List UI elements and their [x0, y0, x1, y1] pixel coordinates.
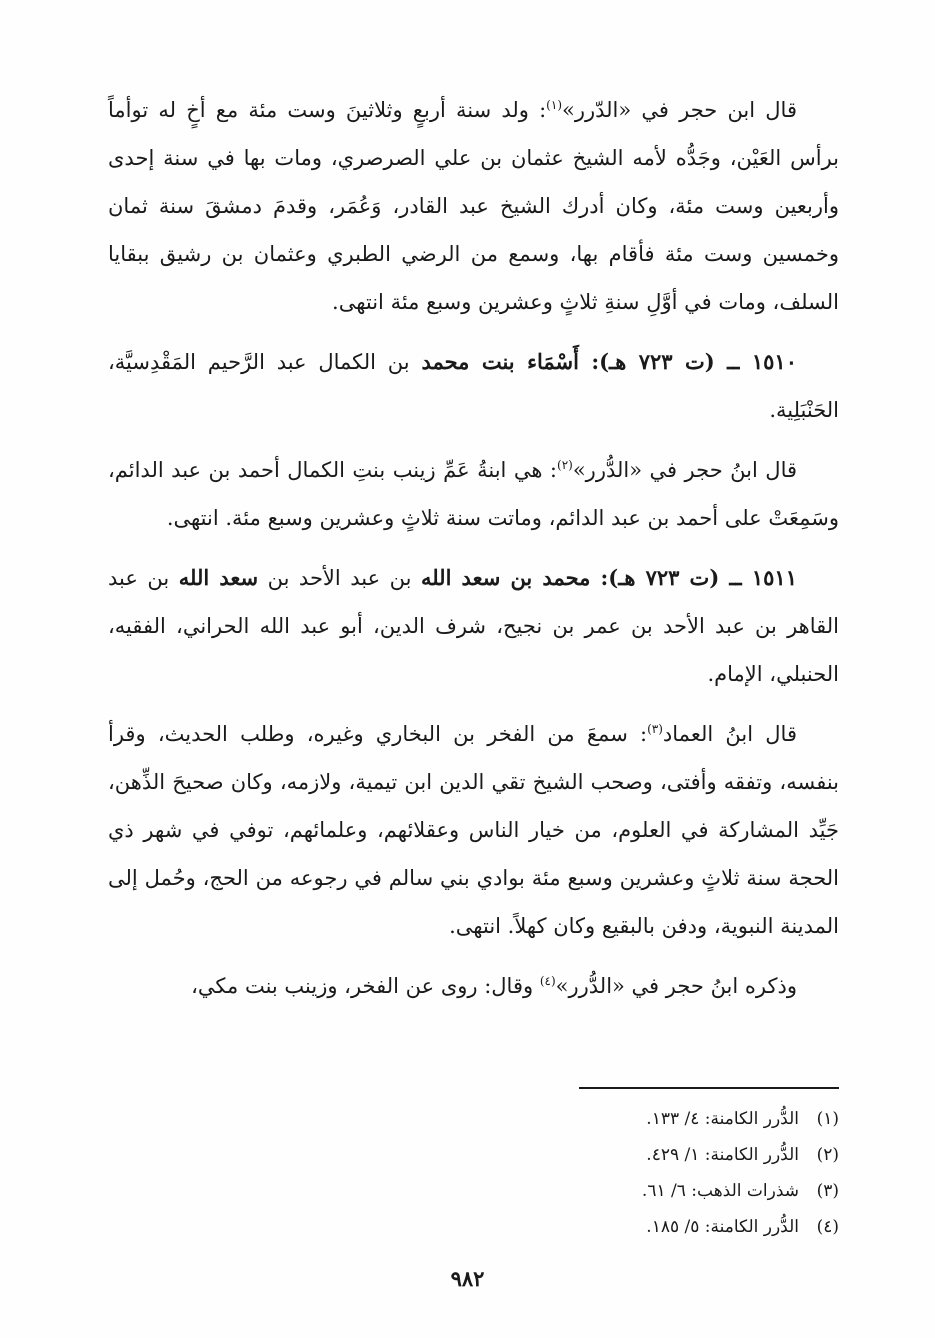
entry-heading-name: سعد الله	[178, 565, 259, 590]
footnote-text: الدُّرر الكامنة: ٤/ ١٣٣.	[646, 1109, 799, 1129]
paragraph-ibn-hajar-1	[108, 86, 839, 326]
footnote-number: (٣)	[816, 1181, 839, 1201]
main-text	[108, 86, 839, 1022]
entry-heading: ١٥١١ ــ (ت ٧٢٣ هـ): محمد بن سعد الله	[420, 565, 797, 590]
footnote-1	[300, 1101, 839, 1137]
footnote-text: شذرات الذهب: ٦/ ٦١.	[641, 1181, 799, 1201]
footnote-ref-3: (٣)	[647, 722, 663, 736]
paragraph-ibn-hajar-3	[108, 962, 839, 1010]
footnote-separator	[579, 1087, 839, 1089]
text-run: وقال: روى عن الفخر، وزينب بنت مكي،	[191, 974, 540, 998]
text-run: قال ابنُ العماد	[662, 722, 797, 746]
footnote-ref-1: (١)	[546, 98, 562, 112]
text-run: بن عبد القاهر بن عبد الأحد بن عمر بن نجيح، شرف الدين، أبو عبد الله الحراني، الفقيه، الحنبلي، الإمام.	[108, 566, 839, 686]
text-run: : ولد سنة أربعٍ وثلاثينَ وست مئة مع أخٍ له توأماً برأس العَيْن، وجَدُّه لأمه الشيخ عثمان بن علي الصرصري، ومات بها في سنة إحدى وأربعين وست مئة، وكان أدرك الشيخ عبد القادر، وَعُمَر، وقدمَ دمشقَ سنة ثمان وخمسين وست مئة فأقام بها، وسمع من الرضي الطبري وعثمان بن رشيق ببقايا السلف، ومات في أوَّلِ سنةِ ثلاثٍ وعشرين وسبع مئة انتهى.	[108, 98, 839, 314]
footnote-3	[300, 1173, 839, 1209]
text-run: بن الكمال عبد الرَّحيم المَقْدِسيَّة، الحَنْبَلِية.	[108, 350, 839, 422]
text-run: وذكره ابنُ حجر في «الدُّرر»	[555, 974, 797, 998]
footnote-ref-4: (٤)	[539, 974, 556, 988]
footnote-number: (١)	[816, 1109, 839, 1129]
footnote-4	[300, 1209, 839, 1245]
footnote-number: (٢)	[816, 1145, 839, 1165]
text-run: : سمعَ من الفخر بن البخاري وغيره، وطلب الحديث، وقرأ بنفسه، وتفقه وأفتى، وصحب الشيخ تقي الدين ابن تيمية، ولازمه، وكان صحيحَ الذِّهن، جَيِّد المشاركة في العلوم، من خيار الناس وعقلائهم، وعلمائهم، توفي في شهر ذي الحجة سنة ثلاثٍ وعشرين وسبع مئة بوادي بني سالم في رجوعه من الحج، وحُمل إلى المدينة النبوية، ودفن بالبقيع وكان كهلاً. انتهى.	[108, 722, 839, 938]
text-run: قال ابن حجر في «الدّرر»	[562, 98, 797, 122]
footnote-ref-2: (٢)	[557, 458, 573, 472]
footnote-text: الدُّرر الكامنة: ١/ ٤٢٩.	[646, 1145, 799, 1165]
paragraph-ibn-hajar-2	[108, 446, 839, 542]
entry-1510	[108, 338, 839, 434]
footnote-text: الدُّرر الكامنة: ٥/ ١٨٥.	[646, 1217, 799, 1237]
text-run: قال ابنُ حجر في «الدُّرر»	[572, 458, 798, 482]
footnote-number: (٤)	[816, 1217, 839, 1237]
text-run: بن عبد الأحد بن	[258, 566, 421, 590]
page-number: ٩٨٢	[450, 1266, 485, 1291]
footnotes	[300, 1101, 839, 1245]
text-run: : هي ابنةُ عَمِّ زينب بنتِ الكمال أحمد بن عبد الدائم، وسَمِعَتْ على أحمد بن عبد الدائم، وماتت سنة ثلاثٍ وعشرين وسبع مئة. انتهى.	[108, 458, 839, 530]
footnote-2	[300, 1137, 839, 1173]
paragraph-ibn-al-imad	[108, 710, 839, 950]
entry-1511	[108, 554, 839, 698]
entry-heading: ١٥١٠ ــ (ت ٧٢٣ هـ): أَسْمَاء بنت محمد	[421, 349, 797, 374]
